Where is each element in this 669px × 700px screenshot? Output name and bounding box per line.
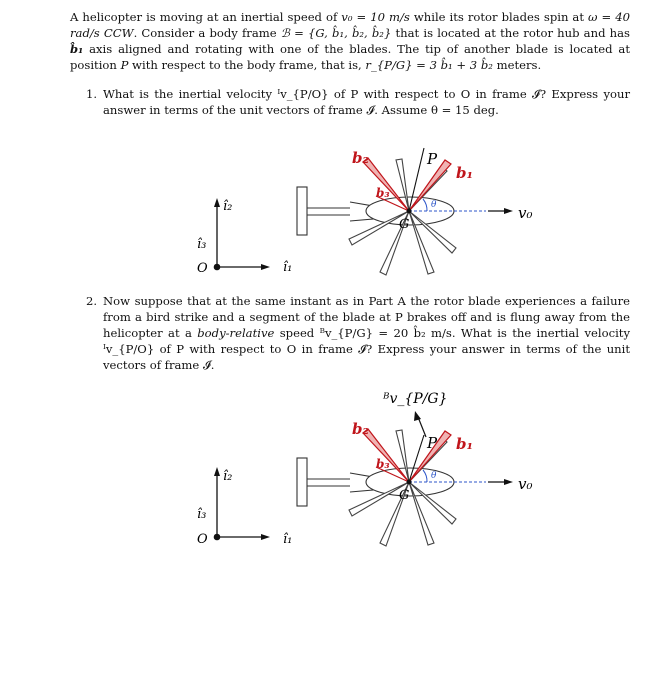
- question-2-text: [86, 293, 630, 373]
- hub-g-2: [407, 480, 412, 485]
- p-label: P: [427, 150, 438, 168]
- question-1-number: 1.: [86, 87, 98, 101]
- vpg-label: ᴮv_{P/G}: [383, 391, 448, 407]
- helicopter-tail-1: [297, 187, 373, 235]
- i2-label-2: î₂: [223, 469, 233, 484]
- vpg-arrowhead: [414, 411, 421, 421]
- p-label-2: P: [427, 434, 438, 452]
- origin-o-label-2: O: [197, 532, 208, 547]
- question-2-text-a: Now suppose that at the same instant as in Part A the rotor blade experiences a failure from a bird strike and a segment of the blade at P brakes off and is flung away from the helicopter at a: [103, 294, 630, 341]
- inertial-frame-1: [197, 198, 292, 276]
- v0-arrowhead: [504, 208, 513, 214]
- helicopter-tail-2: [297, 458, 373, 506]
- intro-text-2: while its rotor blades spin at: [409, 10, 589, 24]
- intro-text-1: A helicopter is moving at an inertial speed of: [70, 10, 342, 24]
- b3-label-2: b₃: [376, 457, 390, 471]
- point-p-symbol: P: [120, 58, 129, 73]
- i3-label: î₃: [197, 237, 207, 252]
- intro-text-3: . Consider a body frame: [133, 26, 281, 41]
- vpg-arrow: [418, 417, 426, 437]
- speed-equation: v₀ = 10 m/s: [341, 10, 410, 24]
- question-2-text-b: speed ᴮv_{P/G} = 20 b̂₂ m/s. What is the inertial velocity ᴵv_{P/O} of P with respect to O in frame 𝓘? Express your answer in terms of the unit vectors of frame 𝓘.: [103, 326, 630, 373]
- i3-label-2: î₃: [197, 507, 207, 522]
- b2-label-2: b₂: [352, 420, 370, 438]
- frame-definition: ℬ = {G, b̂₁, b̂₂, b̂₂}: [280, 26, 392, 41]
- i1-label-2: î₁: [283, 532, 293, 547]
- i2-label: î₂: [223, 199, 233, 214]
- figure-1-helicopter-diagram: [190, 140, 550, 288]
- i1-label: î₁: [283, 260, 293, 275]
- hub-g: [407, 209, 412, 214]
- b1-label: b₁: [456, 164, 474, 182]
- g-label: G: [399, 217, 410, 232]
- spin-equation: ω = 40 rad/s CCW: [70, 10, 630, 41]
- origin-o-label: O: [197, 261, 208, 276]
- b3-label: b₃: [376, 186, 390, 200]
- problem-statement: [70, 9, 630, 73]
- question-1: [86, 86, 630, 118]
- question-2-number: 2.: [86, 294, 98, 308]
- intro-text-6: with respect to the body frame, that is,: [128, 58, 366, 73]
- b1-symbol: b̂₁: [70, 42, 84, 57]
- position-equation: r_{P/G} = 3 b̂₁ + 3 b̂₂: [365, 58, 493, 73]
- question-1-text: What is the inertial velocity ᴵv_{P/O} of P with respect to O in frame 𝓘? Express your answer in terms of the unit vectors of frame 𝓘. Assume θ = 15 deg.: [103, 87, 630, 118]
- g-label-2: G: [399, 488, 410, 503]
- v0-label: v₀: [518, 204, 533, 222]
- theta-label: θ: [431, 200, 437, 210]
- b1-label-2: b₁: [456, 435, 474, 453]
- b2-label: b₂: [352, 149, 370, 167]
- theta-label-2: θ: [431, 471, 437, 481]
- inertial-frame-2: [197, 467, 292, 547]
- intro-text-7: meters.: [492, 58, 542, 73]
- question-2: [86, 293, 630, 373]
- body-relative-emphasis: body-relative: [197, 326, 275, 341]
- v0-arrowhead-2: [504, 479, 513, 485]
- v0-label-2: v₀: [518, 475, 533, 493]
- intro-text-5: axis aligned and rotating with one of the blades. The tip of another blade is located at position: [70, 42, 630, 73]
- intro-text-4: that is located at the rotor hub and has: [391, 26, 630, 41]
- figure-2-helicopter-diagram: [190, 385, 550, 555]
